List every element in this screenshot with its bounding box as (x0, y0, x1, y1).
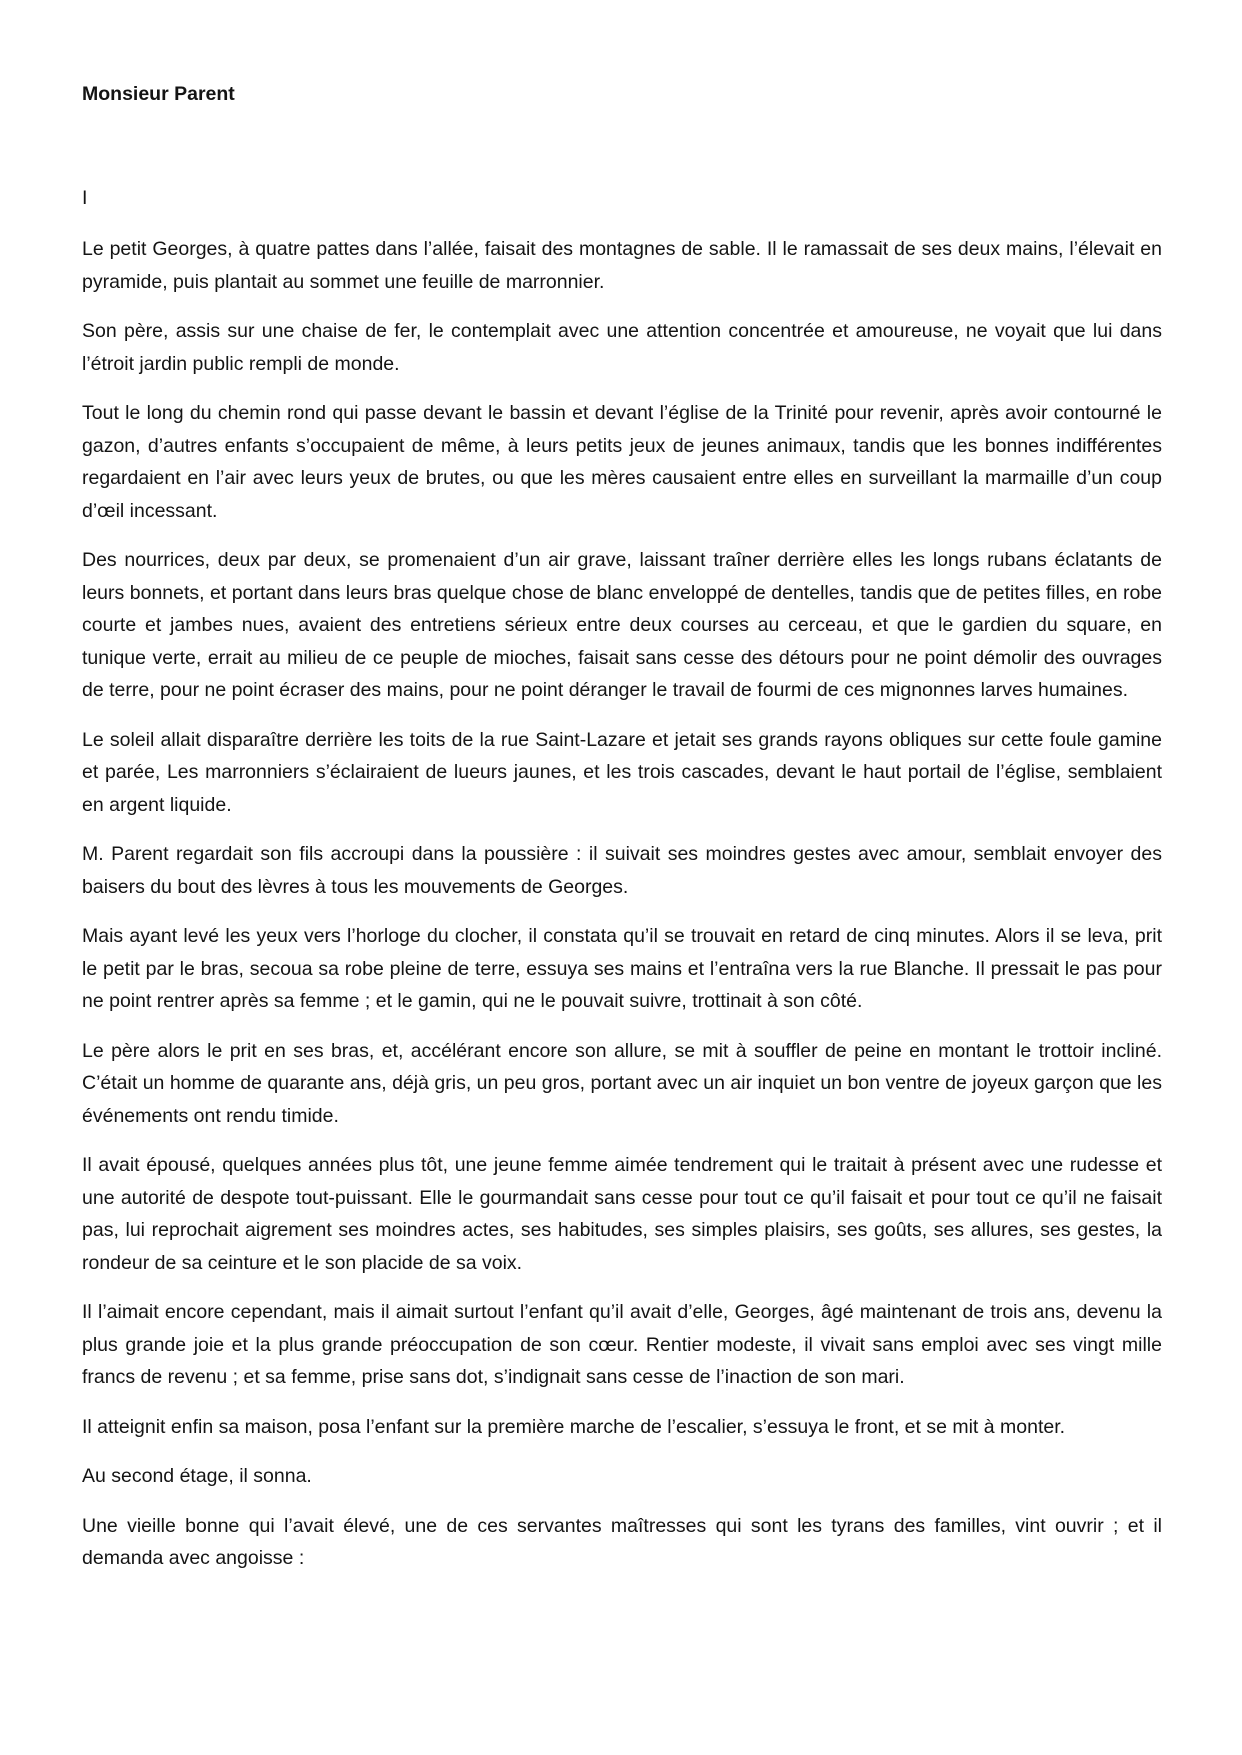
paragraph: Son père, assis sur une chaise de fer, le contemplait avec une attention concentrée et amoureuse, ne voyait que lui dans l’étroit jardin public rempli de monde. (82, 320, 1162, 375)
document-title: Monsieur Parent (82, 83, 235, 105)
document-page (82, 78, 1162, 1575)
paragraph: Le père alors le prit en ses bras, et, accélérant encore son allure, se mit à souffler de peine en montant le trottoir incliné. C’était un homme de quarante ans, déjà gris, un peu gros, portant avec un air inquiet un bon ventre de joyeux garçon que les événements ont rendu timide. (82, 1039, 1162, 1127)
paragraph: Il avait épousé, quelques années plus tôt, une jeune femme aimée tendrement qui le traitait à présent avec une rudesse et une autorité de despote tout-puissant. Elle le gourmandait sans cesse pour tout ce qu’il faisait et pour tout ce qu’il ne faisait pas, lui reprochait aigrement ses moindres actes, ses habitudes, ses simples plaisirs, ses goûts, ses allures, ses gestes, la rondeur de sa ceinture et le son placide de sa voix. (82, 1154, 1162, 1274)
paragraph: Il l’aimait encore cependant, mais il aimait surtout l’enfant qu’il avait d’elle, Georges, âgé maintenant de trois ans, devenu la plus grande joie et la plus grande préoccupation de son cœur. Rentier modeste, il vivait sans emploi avec ses vingt mille francs de revenu ; et sa femme, prise sans dot, s’indignait sans cesse de l’inaction de son mari. (82, 1301, 1162, 1388)
paragraph: Tout le long du chemin rond qui passe devant le bassin et devant l’église de la Trinité pour revenir, après avoir contourné le gazon, d’autres enfants s’occupaient de même, à leurs petits jeux de jeunes animaux, tandis que les bonnes indifférentes regardaient en l’air avec leurs yeux de brutes, ou que les mères causaient entre elles en surveillant la marmaille d’un coup d’œil incessant. (82, 402, 1162, 522)
paragraph: Au second étage, il sonna. (82, 1465, 312, 1487)
paragraph: M. Parent regardait son fils accroupi dans la poussière : il suivait ses moindres gestes avec amour, semblait envoyer des baisers du bout des lèvres à tous les mouvements de Georges. (82, 843, 1162, 898)
paragraph: Mais ayant levé les yeux vers l’horloge du clocher, il constata qu’il se trouvait en retard de cinq minutes. Alors il se leva, prit le petit par le bras, secoua sa robe pleine de terre, essuya ses mains et l’entraîna vers la rue Blanche. Il pressait le pas pour ne point rentrer après sa femme ; et le gamin, qui ne le pouvait suivre, trottinait à son côté. (82, 925, 1162, 1012)
paragraph: Des nourrices, deux par deux, se promenaient d’un air grave, laissant traîner derrière elles les longs rubans éclatants de leurs bonnets, et portant dans leurs bras quelque chose de blanc enveloppé de dentelles, tandis que de petites filles, en robe courte et jambes nues, avaient des entretiens sérieux entre deux courses au cerceau, et que le gardien du square, en tunique verte, errait au milieu de ce peuple de mioches, faisait sans cesse des détours pour ne point démolir des ouvrages de terre, pour ne point écraser des mains, pour ne point déranger le travail de fourmi de ces mignonnes larves humaines. (82, 549, 1162, 701)
paragraph: Le soleil allait disparaître derrière les toits de la rue Saint-Lazare et jetait ses grands rayons obliques sur cette foule gamine et parée, Les marronniers s’éclairaient de lueurs jaunes, et les trois cascades, devant le haut portail de l’église, semblaient en argent liquide. (82, 728, 1162, 816)
paragraph: Le petit Georges, à quatre pattes dans l’allée, faisait des montagnes de sable. Il le ramassait de ses deux mains, l’élevait en pyramide, puis plantait au sommet une feuille de marronnier. (82, 238, 1162, 293)
paragraph: Une vieille bonne qui l’avait élevé, une de ces servantes maîtresses qui sont les tyrans des familles, vint ouvrir ; et il demanda avec angoisse : (82, 1514, 1162, 1569)
chapter-number: I (82, 187, 88, 209)
paragraph: Il atteignit enfin sa maison, posa l’enfant sur la première marche de l’escalier, s’essuya le front, et se mit à monter. (82, 1415, 1066, 1438)
